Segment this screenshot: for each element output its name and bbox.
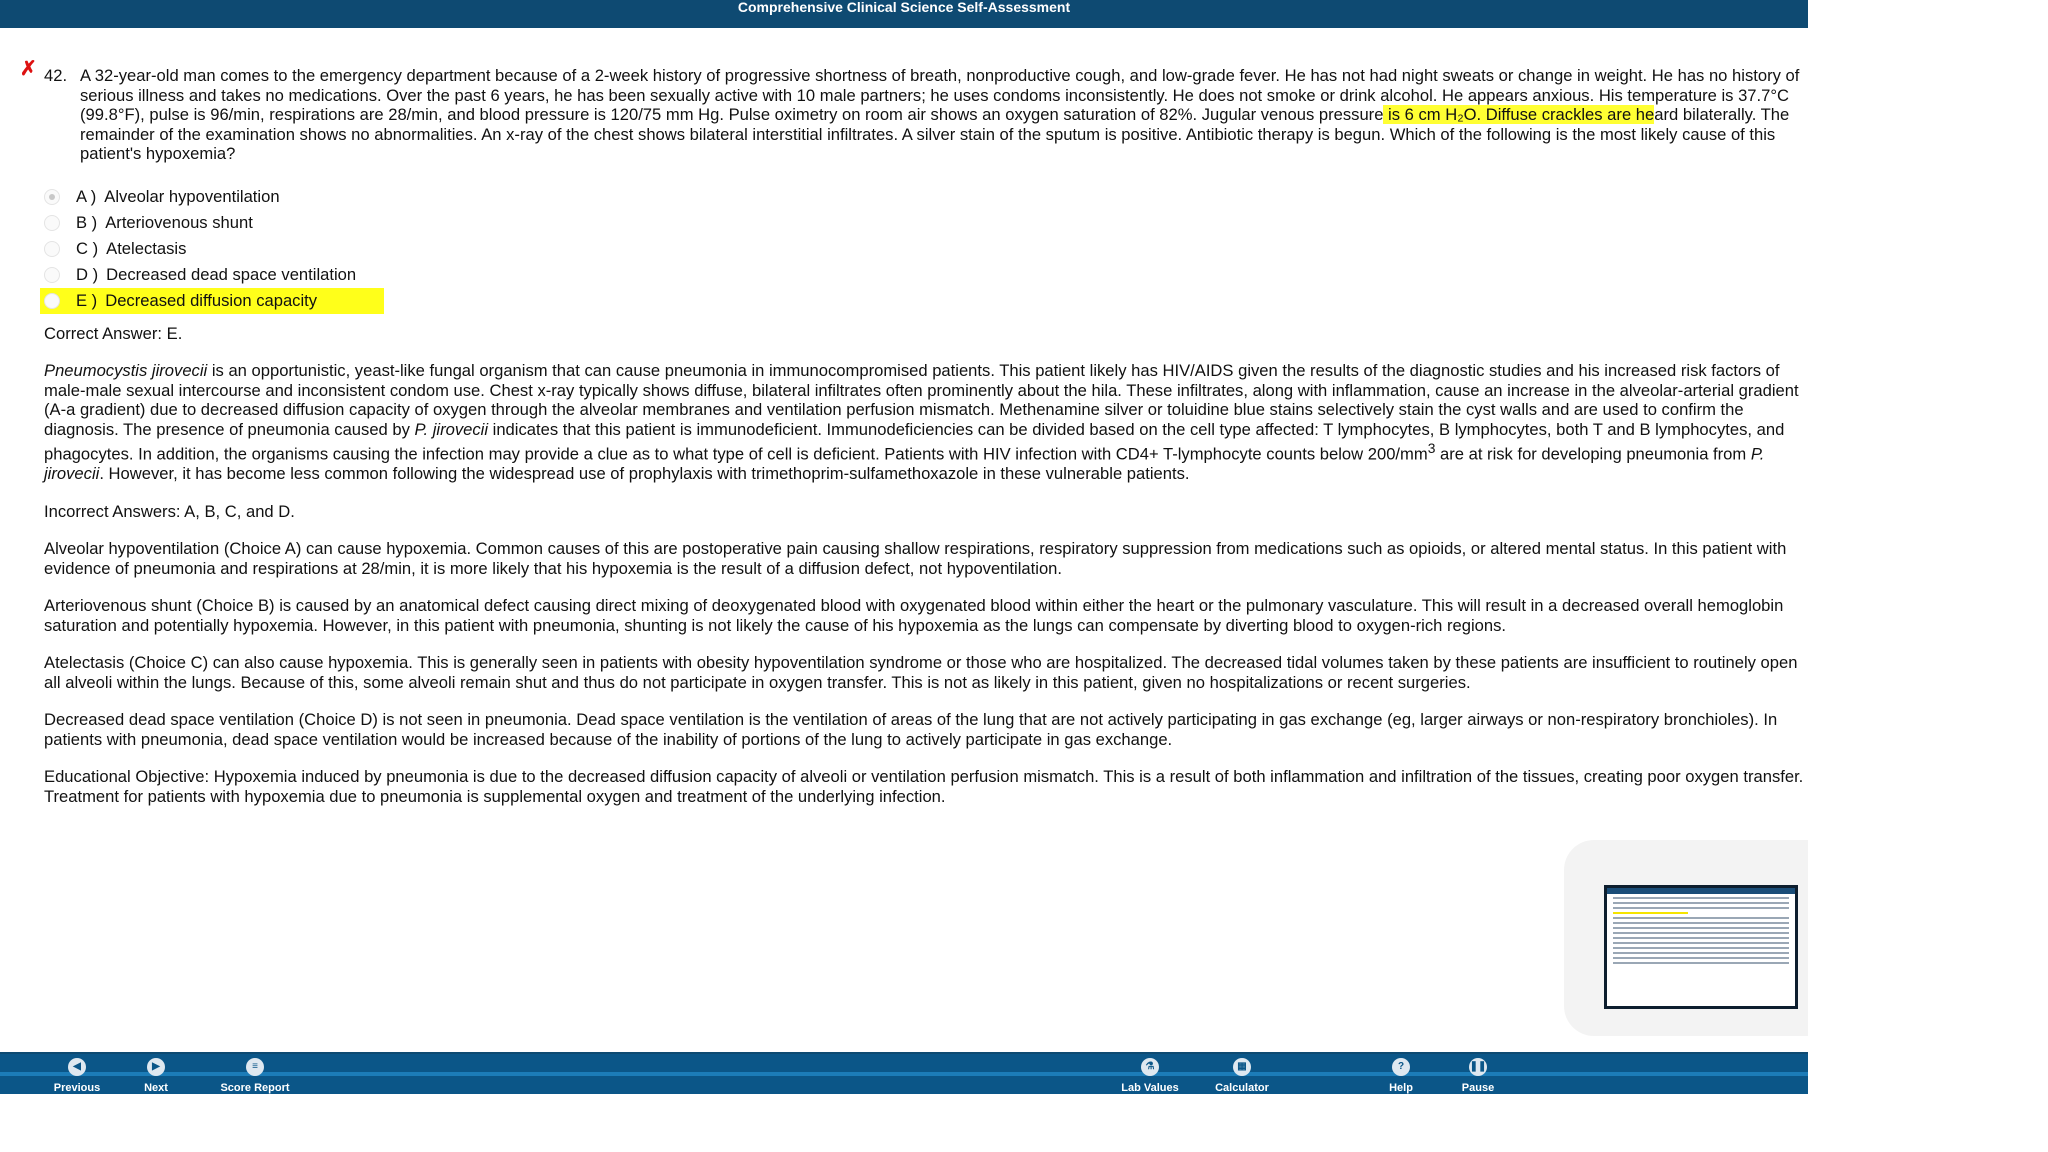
choice-label: Decreased diffusion capacity — [105, 290, 318, 310]
score-report-icon: ≡ — [246, 1058, 264, 1076]
calculator-button[interactable] — [1200, 1054, 1284, 1094]
next-button[interactable] — [126, 1054, 186, 1094]
choice-c[interactable] — [40, 236, 384, 262]
choice-letter: D ) — [76, 264, 99, 284]
choice-letter: E ) — [76, 290, 98, 310]
previous-button[interactable] — [42, 1054, 112, 1094]
next-label: Next — [144, 1082, 168, 1094]
choice-label: Atelectasis — [106, 238, 187, 258]
help-icon: ? — [1392, 1058, 1410, 1076]
correct-answer-line: Correct Answer: E. — [44, 323, 183, 343]
explanation-choice-c: Atelectasis (Choice C) can also cause hypoxemia. This is generally seen in patients with obesity hypoventilation syndrome or those who are hospitalized. The decreased tidal volumes taken by these patients are insufficient to routinely open all alveoli within the lungs. Because of this, some alveoli remain shut and thus do not participate in oxygen transfer. This is not as likely in this patient, given no hospitalizations or recent surgeries. — [44, 653, 1798, 692]
explanation-choice-b: Arteriovenous shunt (Choice B) is caused by an anatomical defect causing direct mixing of deoxygenated blood with oxygenated blood within either the heart or the pulmonary vasculature. This will result in a decreased overall hemoglobin saturation and potentially hypoxemia. However, in this patient with pneumonia, shunting is not likely the cause of his hypoxemia as the lungs can compensate by diverting blood to oxygen-rich regions. — [44, 596, 1784, 635]
choice-a[interactable] — [40, 184, 384, 210]
choice-b[interactable] — [40, 210, 384, 236]
choice-letter: C ) — [76, 238, 99, 258]
question-number: 42. — [44, 66, 68, 85]
page-thumbnail[interactable] — [1604, 885, 1798, 1009]
radio-button[interactable] — [44, 241, 60, 257]
incorrect-answers-line: Incorrect Answers: A, B, C, and D. — [44, 501, 295, 521]
choice-e-correct[interactable] — [40, 288, 384, 314]
choice-label: Arteriovenous shunt — [105, 212, 253, 232]
question-text — [80, 66, 1804, 164]
next-arrow-icon: ▶ — [147, 1058, 165, 1076]
educational-objective: Educational Objective: Hypoxemia induced by pneumonia is due to the decreased diffusion capacity of alveoli or ventilation perfusion mismatch. This is a result of both inflammation and infiltration of the tissues, creating poor oxygen transfer. Treatment for patients with hypoxemia due to pneumonia is supplemental oxygen and treatment of the underlying infection. — [44, 767, 1804, 806]
help-label: Help — [1389, 1082, 1413, 1094]
explanation — [44, 361, 1804, 806]
app-title: Comprehensive Clinical Science Self-Assessment — [737, 0, 1071, 15]
radio-button[interactable] — [44, 267, 60, 283]
explanation-intro — [44, 361, 1804, 484]
superscript: 3 — [1427, 440, 1436, 456]
calculator-label: Calculator — [1215, 1082, 1269, 1094]
choice-label: Decreased dead space ventilation — [106, 264, 357, 284]
answer-choices — [40, 184, 1804, 314]
score-report-label: Score Report — [220, 1082, 290, 1094]
app-title-bar — [0, 0, 1808, 28]
help-button[interactable] — [1376, 1054, 1426, 1094]
lab-values-label: Lab Values — [1121, 1082, 1179, 1094]
explanation-choice-d: Decreased dead space ventilation (Choice D) is not seen in pneumonia. Dead space ventilation is the ventilation of areas of the lung that are not actively participating in gas exchange (eg, larger airways or non-respiratory bronchioles). In patients with pneumonia, dead space ventilation would be increased because of the inability of portions of the lung to actively participate in gas exchange. — [44, 710, 1778, 749]
lab-values-button[interactable] — [1108, 1054, 1192, 1094]
choice-label: Alveolar hypoventilation — [104, 186, 280, 206]
radio-button[interactable] — [44, 215, 60, 231]
previous-arrow-icon: ◀ — [68, 1058, 86, 1076]
organism-abbrev: P. jirovecii — [414, 419, 489, 439]
previous-label: Previous — [53, 1082, 101, 1094]
explanation-choice-a: Alveolar hypoventilation (Choice A) can cause hypoxemia. Common causes of this are postoperative pain causing shallow respirations, respiratory suppression from medications such as opioids, or altered mental status. In this patient with evidence of pneumonia and respirations at 28/min, it is more likely that his hypoxemia is the result of a diffusion defect, not hypoventilation. — [44, 539, 1787, 578]
choice-d[interactable] — [40, 262, 384, 288]
organism-abbrev: P. jirovecii — [44, 444, 1765, 484]
explanation-text: is an opportunistic, yeast-like fungal organism that can cause pneumonia in immunocompromised patients. This patient likely has HIV/AIDS given the results of the diagnostic studies and his increased risk factors of male-male sexual intercourse and inconsistent condom use. Chest x-ray typically shows diffuse, bilateral infiltrates often prominently about the hila. These infiltrates, along with inflammation, cause an increase in the alveolar-arterial gradient (A-a gradient) due to decreased diffusion capacity of oxygen through the alveolar membranes and ventilation perfusion mismatch. Methenamine silver or toluidine blue stains selectively stain the cyst walls and are used to confirm the diagnosis. The presence of pneumonia caused by — [44, 361, 1799, 439]
question-text-part-1: A 32-year-old man comes to the emergency department because of a 2-week history of progressive shortness of breath, nonproductive cough, and low-grade fever. He has not had night sweats or change in weight. He has no history of serious illness and takes no medications. Over the past 6 years, he has been sexually active with 10 male partners; he uses condoms inconsistently. He does not smoke or drink alcohol. He appears anxious. His temperature is 37.7°C (99.8°F), pulse is 96/min, respirations are 28/min, and blood pressure is 120/75 mm Hg. Pulse oximetry on room air shows an oxygen saturation of 82%. Jugular venous pressure — [80, 66, 1800, 124]
radio-button[interactable] — [44, 189, 60, 205]
choice-letter: B ) — [76, 212, 98, 232]
explanation-text: are at risk for developing pneumonia from — [1435, 444, 1751, 464]
pause-button[interactable] — [1450, 1054, 1506, 1094]
radio-button[interactable] — [44, 293, 60, 309]
user-highlight[interactable]: is 6 cm H₂O. Diffuse crackles are he — [1383, 105, 1655, 124]
lab-values-icon: ⚗ — [1141, 1058, 1159, 1076]
pause-label: Pause — [1461, 1082, 1495, 1094]
score-report-button[interactable] — [210, 1054, 300, 1094]
calculator-icon: ▦ — [1233, 1058, 1251, 1076]
explanation-text: indicates that this patient is immunodeficient. Immunodeficiencies can be divided based on the cell type affected: T lymphocytes, B lymphocytes, both T and B lymphocytes, and phagocytes. In addition, the organisms causing the infection may provide a clue as to what type of cell is deficient. Patients with HIV infection with CD4+ T-lymphocyte counts below 200/mm — [44, 419, 1785, 464]
choice-letter: A ) — [76, 186, 97, 206]
explanation-text: . However, it has become less common following the widespread use of prophylaxis with trimethoprim-sulfamethoxazole in these vulnerable patients. — [99, 464, 1190, 484]
bottom-navbar — [0, 1052, 1808, 1094]
organism-name: Pneumocystis jirovecii — [44, 361, 208, 380]
question-stem — [44, 66, 1804, 164]
incorrect-x-icon: ✗ — [20, 58, 37, 80]
question-text-part-2: ard bilaterally. The remainder of the examination shows no abnormalities. An x-ray of the chest shows bilateral interstitial infiltrates. A silver stain of the sputum is positive. Antibiotic therapy is begun. Which of the following is the most likely cause of this patient's hypoxemia? — [80, 105, 1790, 163]
pause-icon: ❚❚ — [1469, 1058, 1487, 1076]
question-content — [44, 66, 1804, 806]
